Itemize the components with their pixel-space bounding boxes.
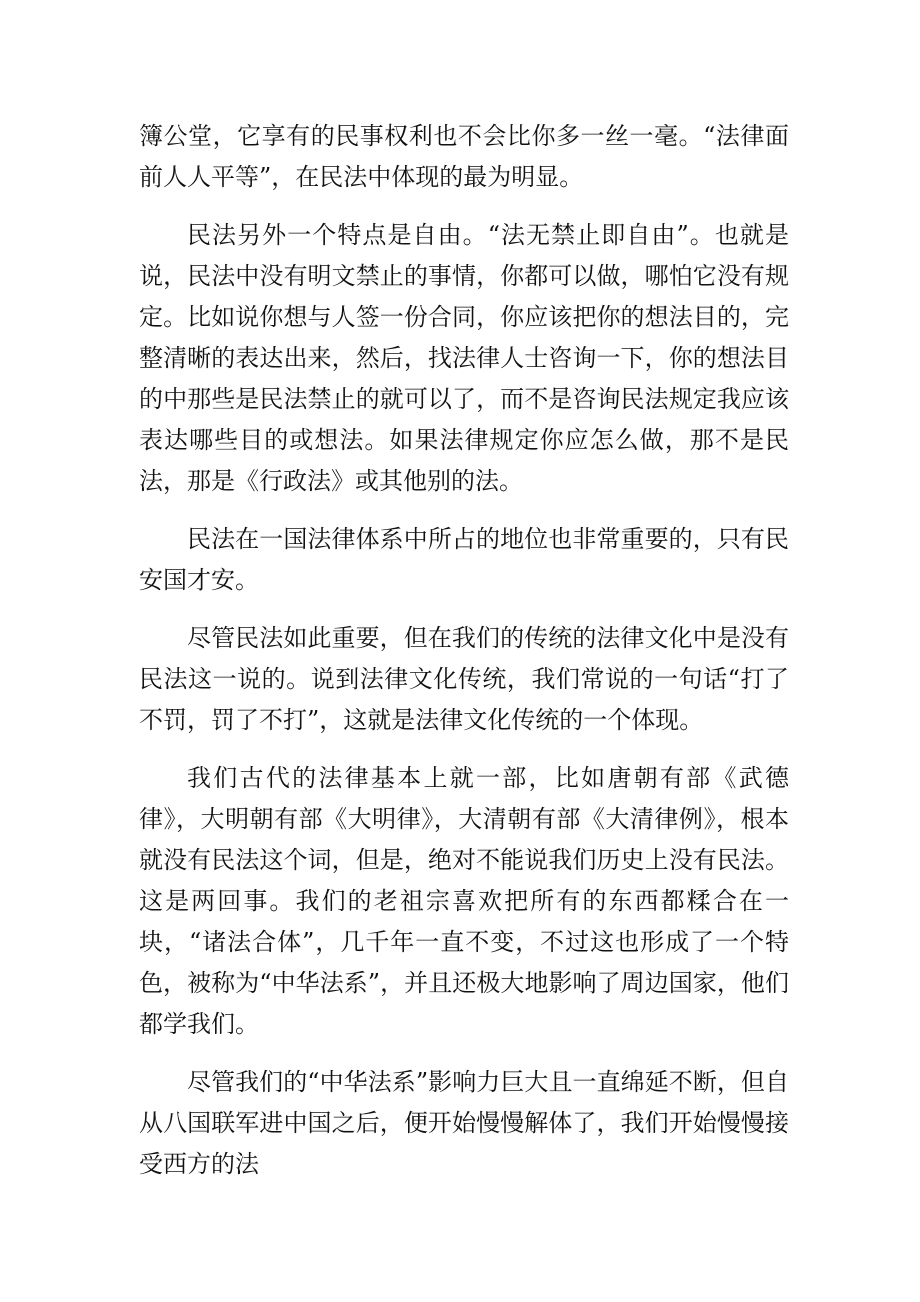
paragraph-civil-law-status: 民法在一国法律体系中所占的地位也非常重要的，只有民安国才安。	[139, 525, 789, 594]
paragraph-civil-law-freedom: 民法另外一个特点是自由。“法无禁止即自由”。也就是说，民法中没有明文禁止的事情，你都可以做，哪怕它没有规定。比如说你想与人签一份合同，你应该把你的想法目的，完整清晰的表达出来，然后，找法律人士咨询一下，你的想法目的中那些是民法禁止的就可以了，而不是咨询民法规定我应该表达哪些目的或想法。如果法律规定你应怎么做，那不是民法，那是《行政法》或其他别的法。	[139, 221, 789, 495]
paragraph-ancient-law: 我们古代的法律基本上就一部，比如唐朝有部《武德律》，大明朝有部《大明律》，大清朝有部《大清律例》，根本就没有民法这个词，但是，绝对不能说我们历史上没有民法。这是两回事。我们的老祖宗喜欢把所有的东西都糅合在一块，“诸法合体”，几千年一直不变，不过这也形成了一个特色，被称为“中华法系”，并且还极大地影响了周边国家，他们都学我们。	[139, 764, 789, 1038]
paragraph-continuation: 簿公堂，它享有的民事权利也不会比你多一丝一毫。“法律面前人人平等”，在民法中体现的最为明显。	[139, 122, 789, 191]
paragraph-chinese-legal-system: 尽管我们的“中华法系”影响力巨大且一直绵延不断，但自从八国联军进中国之后，便开始慢慢解体了，我们开始慢慢接受西方的法	[139, 1068, 789, 1178]
document-body	[139, 116, 789, 1202]
paragraph-legal-culture: 尽管民法如此重要，但在我们的传统的法律文化中是没有民法这一说的。说到法律文化传统，我们常说的一句话“打了不罚，罚了不打”，这就是法律文化传统的一个体现。	[139, 624, 789, 734]
